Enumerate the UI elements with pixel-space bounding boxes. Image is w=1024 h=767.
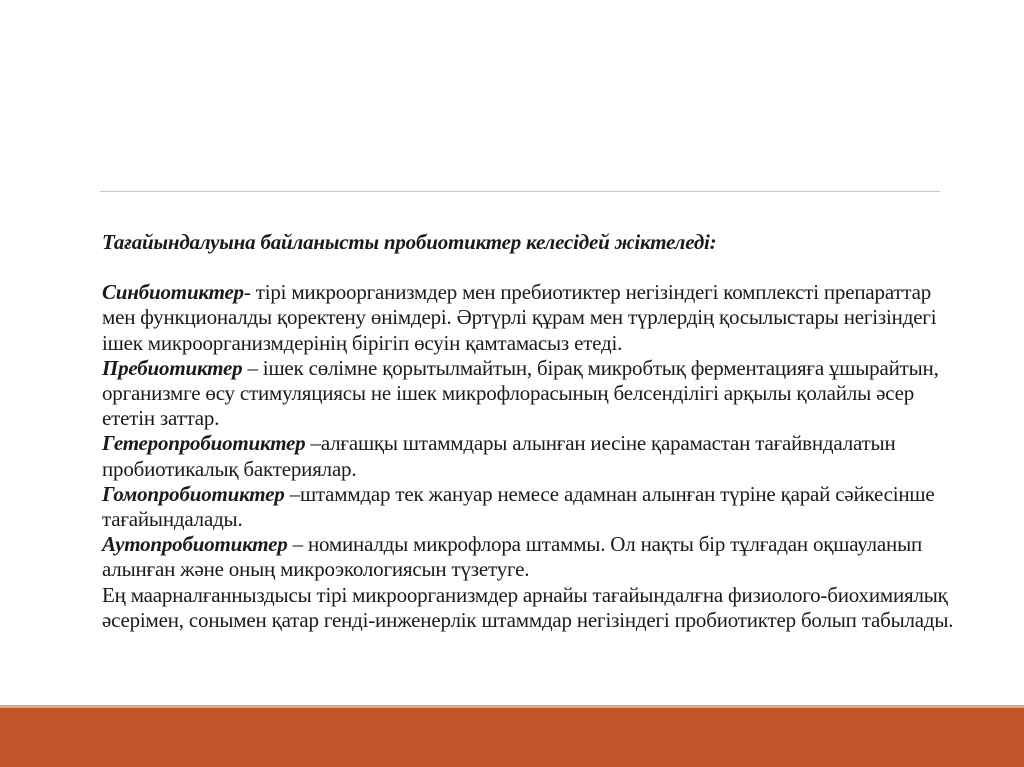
definition-text: –штаммдар тек жануар немесе адамнан алынған түріне қарай сәйкесінше тағайындалады. (102, 481, 935, 532)
term-heteroprobiotics: Гетеропробиотиктер (102, 431, 306, 456)
definition-text: - тірі микроорганизмдер мен пребиотиктер негізіндегі комплексті препараттар мен функционалды қоректену өнімдері. Әртүрлі құрам мен түрлердің қосылыстары негізіндегі ішек микроорганизмдерінің бірігіп өсуін қамтамасыз етеді. (102, 280, 937, 355)
definition-synbiotics (102, 280, 962, 356)
term-homoprobiotics: Гомопробиотиктер (102, 481, 285, 506)
definition-prebiotics (102, 356, 962, 432)
slide-body (102, 230, 962, 633)
footer-band (0, 708, 1024, 767)
title-divider (100, 191, 940, 192)
slide-heading: Тағайындалуына байланысты пробиотиктер келесідей жіктеледі: (102, 230, 717, 254)
closing-paragraph: Ең маарналғанныздысы тірі микроорганизмдер арнайы тағайындалғна физиолого-биохимиялық әсерімен, сонымен қатар генді-инженерлік штаммдар негізіндегі пробиотиктер болып табылады. (102, 582, 954, 632)
definition-text: –алғашқы штаммдары алынған иесіне қарамастан тағайвндалатын пробиотикалық бактериялар. (102, 431, 896, 481)
definition-text: – ішек сөлімне қорытылмайтын, бірақ микробтық ферментацияға ұшырайтын, организмге өсу стимуляциясы не ішек микрофлорасының белсенділігі арқылы қолайлы әсер ететін заттар. (102, 355, 939, 431)
definition-autoprobiotics (102, 532, 962, 582)
definition-homoprobiotics (102, 482, 962, 532)
definition-heteroprobiotics (102, 431, 962, 481)
definition-text: – номиналды микрофлора штаммы. Ол нақты бір тұлғадан оқшауланып алынған және оның микроэкологиясын түзетуге. (102, 532, 923, 582)
term-autoprobiotics: Аутопробиотиктер (102, 532, 288, 557)
term-prebiotics: Пребиотиктер (102, 355, 243, 380)
term-synbiotics: Синбиотиктер (102, 280, 244, 305)
